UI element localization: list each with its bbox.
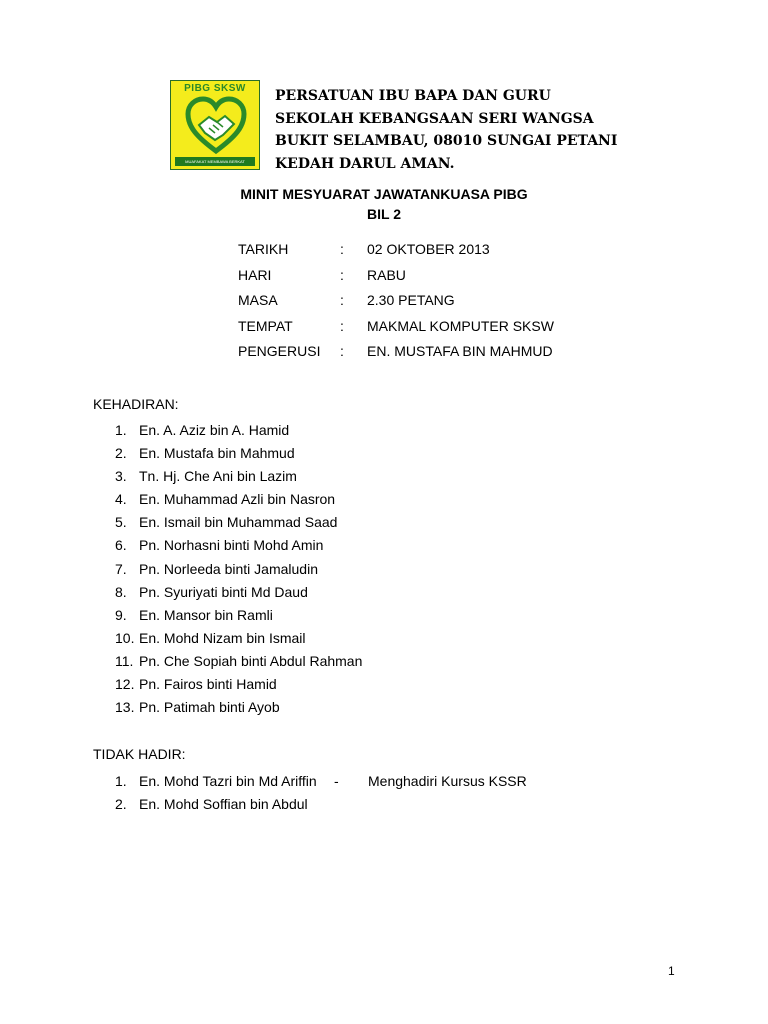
item-name: Pn. Norhasni binti Mohd Amin [139,537,324,554]
item-name: Pn. Norleeda binti Jamaludin [139,560,318,577]
info-value: EN. MUSTAFA BIN MAHMUD [367,343,553,359]
kehadiran-heading: KEHADIRAN: [93,396,179,412]
info-label: PENGERUSI [238,343,321,359]
info-colon: : [340,317,344,334]
list-item [115,630,615,653]
item-name: En. Mohd Nizam bin Ismail [139,629,306,646]
kehadiran-list [115,422,615,722]
meeting-info-table [238,241,638,369]
item-number: 2. [115,445,127,462]
item-number: 1. [115,773,127,789]
pibg-logo [170,80,260,170]
item-name: Pn. Syuriyati binti Md Daud [139,583,308,600]
header-line-1: PERSATUAN IBU BAPA DAN GURU [275,88,551,104]
organization-header [275,85,617,175]
item-dash: - [334,773,339,789]
item-name: Pn. Patimah binti Ayob [139,699,280,716]
logo-top-text: PIBG SKSW [184,83,246,94]
item-number: 9. [115,606,127,623]
header-line-2: SEKOLAH KEBANGSAAN SERI WANGSA [275,110,594,127]
item-number: 11. [115,652,134,669]
info-value: 02 OKTOBER 2013 [367,241,490,257]
info-row [238,267,638,293]
info-value: 2.30 PETANG [367,292,455,308]
info-row [238,241,638,267]
info-colon: : [340,241,344,257]
header-line-3: BUKIT SELAMBAU, 08010 SUNGAI PETANI [275,133,618,149]
list-item [115,699,615,722]
logo-motto-band: MUAFAKAT MEMBAWA BERKAT [175,157,255,166]
tidak-hadir-heading: TIDAK HADIR: [93,746,186,762]
info-label: TEMPAT [238,317,293,334]
item-number: 8. [115,583,127,600]
info-colon: : [340,343,344,359]
document-subtitle: BIL 2 [367,206,401,222]
list-item [115,537,615,560]
info-label: TARIKH [238,241,289,257]
item-name: Pn. Che Sopiah binti Abdul Rahman [139,652,363,669]
item-name: En. A. Aziz bin A. Hamid [139,422,290,438]
info-label: HARI [238,266,272,283]
page-number: 1 [668,964,675,978]
item-number: 6. [115,537,127,554]
header-line-4: KEDAH DARUL AMAN. [275,155,455,172]
document-title: MINIT MESYUARAT JAWATANKUASA PIBG [240,186,528,202]
item-number: 5. [115,514,127,531]
info-value: MAKMAL KOMPUTER SKSW [367,317,554,334]
item-name: Pn. Fairos binti Hamid [139,676,277,693]
list-item [115,584,615,607]
info-row [238,318,638,344]
tidak-hadir-list [115,773,615,819]
list-item [115,676,615,699]
list-item [115,796,615,819]
list-item [115,445,615,468]
list-item [115,491,615,514]
item-name: En. Mohd Soffian bin Abdul [139,796,308,813]
list-item [115,561,615,584]
info-row [238,292,638,318]
list-item [115,773,615,796]
item-number: 2. [115,796,127,813]
item-number: 1. [115,422,127,438]
item-name: En. Ismail bin Muhammad Saad [139,514,338,531]
item-name: Tn. Hj. Che Ani bin Lazim [139,468,297,485]
item-name: En. Mansor bin Ramli [139,606,273,623]
item-number: 3. [115,468,127,485]
heart-handshake-icon [185,95,247,157]
item-reason: Menghadiri Kursus KSSR [368,773,527,789]
item-number: 13. [115,699,135,716]
list-item [115,607,615,630]
item-name: En. Mustafa bin Mahmud [139,445,295,462]
item-name: En. Muhammad Azli bin Nasron [139,491,336,508]
item-number: 7. [115,560,127,577]
item-number: 12. [115,676,135,693]
list-item [115,468,615,491]
item-number: 4. [115,491,127,508]
info-value: RABU [367,266,406,283]
list-item [115,514,615,537]
info-colon: : [340,266,344,283]
list-item [115,422,615,445]
item-number: 10. [115,629,135,646]
info-colon: : [340,292,344,308]
info-label: MASA [238,292,278,308]
list-item [115,653,615,676]
item-name: En. Mohd Tazri bin Md Ariffin [139,773,317,789]
info-row [238,343,638,369]
